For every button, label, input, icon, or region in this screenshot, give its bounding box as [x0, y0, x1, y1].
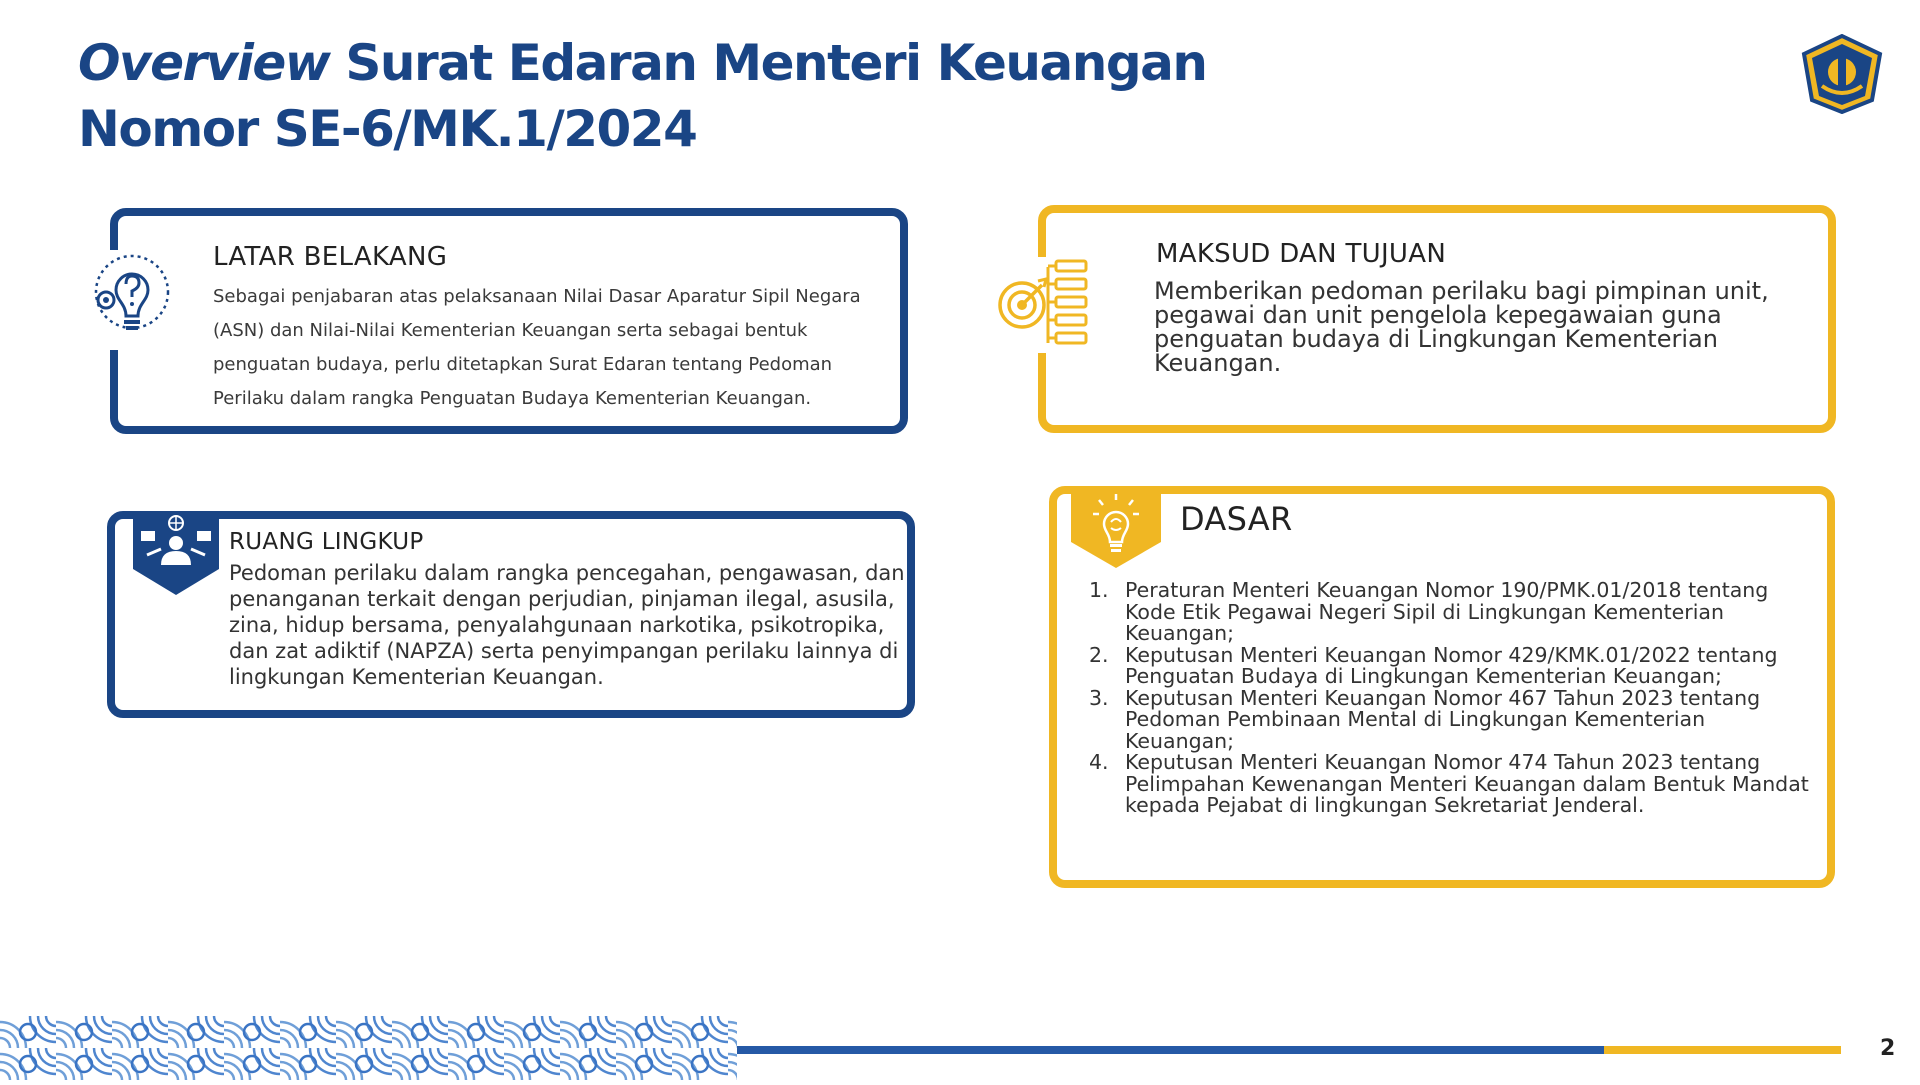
- dasar-item-text: Keputusan Menteri Keuangan Nomor 474 Tahun 2023 tentang Pelimpahan Kewenangan Menteri Keuangan dalam Bentuk Mandat kepada Pejabat di lingkungan Sekretariat Jenderal.: [1125, 750, 1809, 817]
- page-number: 2: [1880, 1036, 1896, 1061]
- dasar-item: [1077, 642, 1817, 688]
- footer-line-yellow: [1604, 1046, 1841, 1054]
- latar-belakang-text: Sebagai penjabaran atas pelaksanaan Nilai Dasar Aparatur Sipil Negara (ASN) dan Nilai-Nilai Kementerian Keuangan serta sebagai bentuk penguatan budaya, perlu ditetapkan Surat Edaran tentang Pedoman Perilaku dalam rangka Penguatan Budaya Kementerian Keuangan.: [213, 286, 861, 409]
- lightbulb-brain-icon: [1071, 488, 1161, 572]
- dasar-item-number: 2.: [1089, 642, 1109, 667]
- dasar-heading: DASAR: [1180, 500, 1293, 538]
- dasar-list: [1077, 580, 1817, 817]
- card-maksud-tujuan: [1038, 205, 1836, 433]
- card-ruang-lingkup: [107, 511, 915, 718]
- dasar-item-text: Peraturan Menteri Keuangan Nomor 190/PMK.01/2018 tentang Kode Etik Pegawai Negeri Sipil di Lingkungan Kementerian Keuangan;: [1125, 578, 1769, 645]
- latar-belakang-heading: LATAR BELAKANG: [213, 242, 448, 272]
- page-title: [78, 30, 1206, 162]
- dasar-item-number: 1.: [1089, 578, 1109, 602]
- title-line2: Nomor SE-6/MK.1/2024: [78, 100, 697, 158]
- title-line1: Surat Edaran Menteri Keuangan: [329, 34, 1207, 92]
- dasar-item-text: Keputusan Menteri Keuangan Nomor 467 Tahun 2023 tentang Pedoman Pembinaan Mental di Lingkungan Kementerian Keuangan;: [1125, 685, 1761, 753]
- maksud-tujuan-text: Memberikan pedoman perilaku bagi pimpinan unit, pegawai dan unit pengelola kepegawaian guna penguatan budaya di Lingkungan Kementerian Keuangan.: [1154, 277, 1769, 377]
- dasar-item-number: 4.: [1089, 750, 1109, 774]
- kemenkeu-logo: [1800, 34, 1884, 114]
- footer-line-blue: [737, 1046, 1604, 1054]
- title-italic: Overview: [78, 34, 330, 92]
- dasar-item: [1077, 580, 1817, 645]
- maksud-tujuan-heading: MAKSUD DAN TUJUAN: [1156, 239, 1447, 269]
- card-latar-belakang: [110, 208, 908, 434]
- dasar-item-text: Keputusan Menteri Keuangan Nomor 429/KMK.01/2022 tentang Penguatan Budaya di Lingkungan Kementerian Keuangan;: [1125, 642, 1778, 688]
- dasar-item-number: 3.: [1089, 685, 1109, 710]
- footer-decorative-pattern: [0, 1016, 737, 1080]
- target-flowchart-icon: [996, 257, 1096, 353]
- ruang-lingkup-heading: RUANG LINGKUP: [229, 529, 424, 555]
- person-globe-icon: [133, 513, 219, 597]
- ruang-lingkup-text: Pedoman perilaku dalam rangka pencegahan, pengawasan, dan penanganan terkait dengan perjudian, pinjaman ilegal, asusila, zina, hidup bersama, penyalahgunaan narkotika, psikotropika, dan zat adiktif (NAPZA) serta penyimpangan perilaku lainnya di lingkungan Kementerian Keuangan.: [229, 561, 905, 689]
- dasar-item: [1077, 752, 1817, 817]
- card-dasar: [1049, 486, 1835, 888]
- dasar-item: [1077, 685, 1817, 753]
- lightbulb-question-icon: [86, 250, 178, 350]
